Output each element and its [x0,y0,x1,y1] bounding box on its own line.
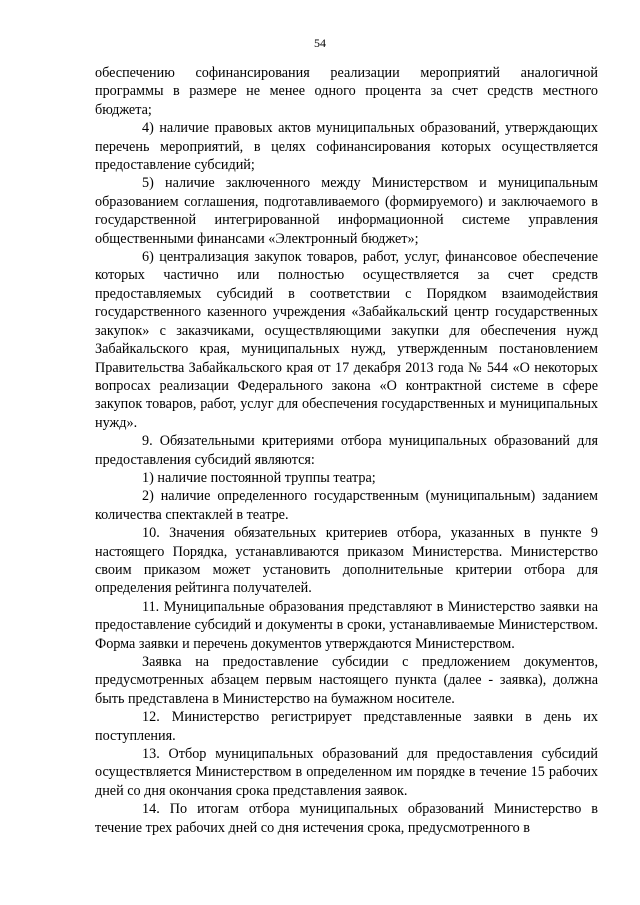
document-body [95,64,598,837]
paragraph-13: 14. По итогам отбора муниципальных образований Министерство в течение трех рабочих дней со дня истечения срока, предусмотренного в [95,801,598,836]
paragraph-8: 10. Значения обязательных критериев отбора, указанных в пункте 9 настоящего Порядка, устанавливаются приказом Министерства. Министерство своим приказом может установить дополнительные критерии отбора для определения рейтинга получателей. [95,525,598,597]
paragraph-3: 5) наличие заключенного между Министерством и муниципальным образованием соглашения, подготавливаемого (формируемого) и заключаемого в государственной интегрированной информационной системе управления общественными финансами «Электронный бюджет»; [95,175,598,247]
paragraph-2: 4) наличие правовых актов муниципальных образований, утверждающих перечень мероприятий, в целях софинансирования которых осуществляется предоставление субсидий; [95,120,598,174]
paragraph-7: 2) наличие определенного государственным (муниципальным) заданием количества спектаклей в театре. [95,488,598,523]
page-number: 54 [314,36,326,50]
paragraph-5: 9. Обязательными критериями отбора муниципальных образований для предоставления субсидий являются: [95,433,598,468]
paragraph-1: обеспечению софинансирования реализации мероприятий аналогичной программы в размере не менее одного процента за счет средств местного бюджета; [95,65,598,118]
paragraph-6: 1) наличие постоянной труппы театра; [142,469,376,486]
paragraph-4: 6) централизация закупок товаров, работ, услуг, финансовое обеспечение которых частично или полностью осуществляется за счет средств предоставляемых субсидий в соответствии с Порядком взаимодействия государственного казенного учреждения «Забайкальский центр государственных закупок» с заказчиками, осуществляющими закупки для обеспечения нужд Забайкальского края, муниципальных нужд, утвержденным постановлением Правительства Забайкальского края от 17 декабря 2013 года № 544 «О некоторых вопросах реализации Федерального закона «О контрактной системе в сфере закупок товаров, работ, услуг для обеспечения государственных и муниципальных нужд». [95,249,598,431]
paragraph-12: 13. Отбор муниципальных образований для предоставления субсидий осуществляется Министерством в определенном им порядке в течение 15 рабочих дней со дня окончания срока представления заявок. [95,746,598,799]
paragraph-11: 12. Министерство регистрирует представленные заявки в день их поступления. [95,709,598,744]
paragraph-10: Заявка на предоставление субсидии с предложением документов, предусмотренных абзацем первым настоящего пункта (далее - заявка), должна быть представлена в Министерство на бумажном носителе. [95,654,598,707]
paragraph-9: 11. Муниципальные образования представляют в Министерство заявки на предоставление субсидий и документы в сроки, устанавливаемые Министерством. Форма заявки и перечень документов утверждаются Министерством. [95,598,598,652]
